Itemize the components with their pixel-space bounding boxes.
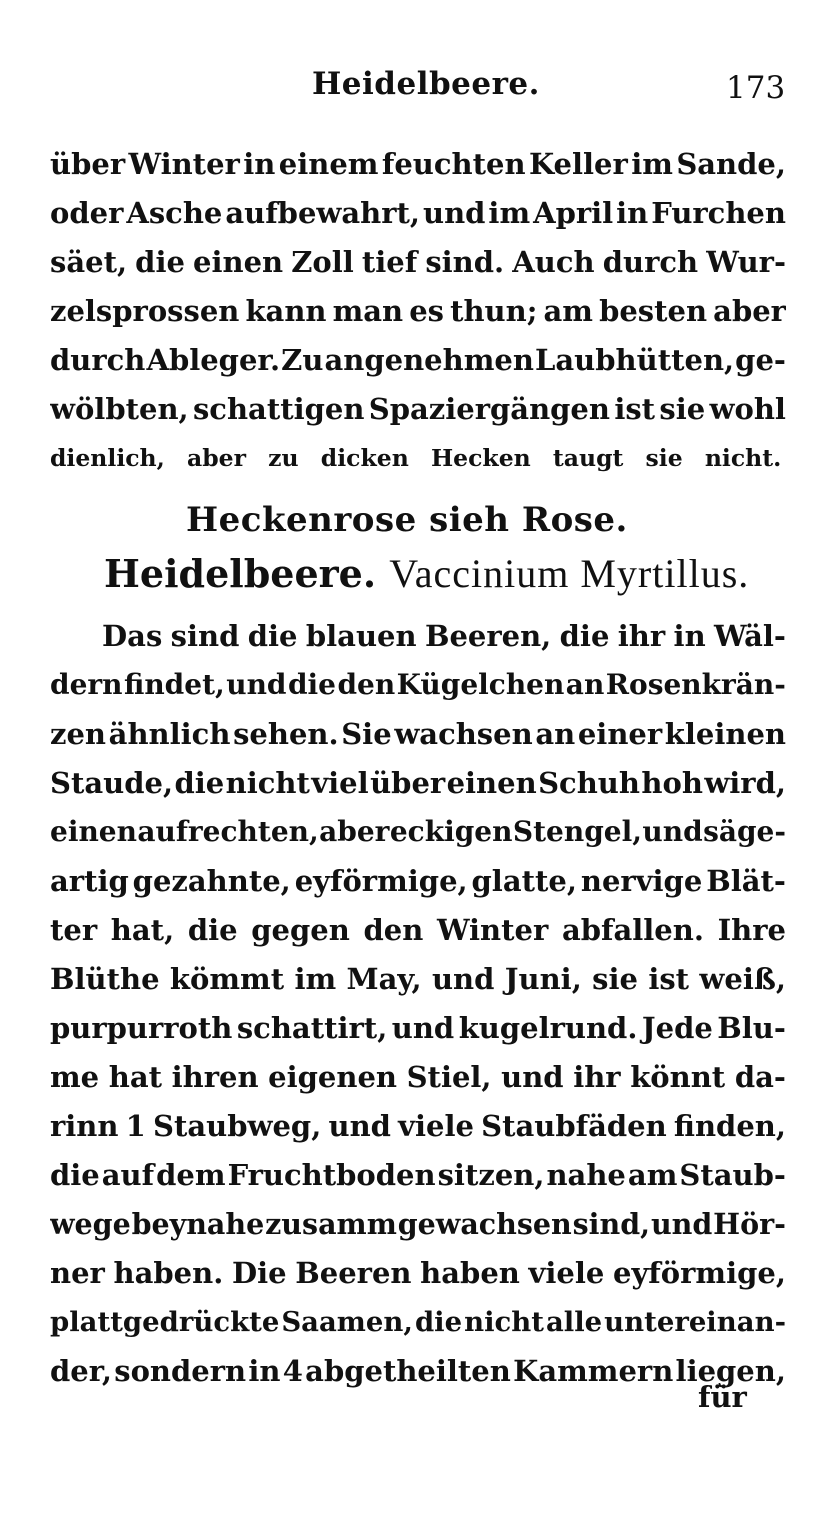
word: feuchten bbox=[381, 147, 526, 181]
word: Fruchtboden bbox=[227, 1158, 436, 1192]
word: Staubfäden bbox=[481, 1109, 667, 1143]
text-line bbox=[50, 808, 786, 856]
word: Hör- bbox=[713, 1207, 786, 1241]
word: beynahe bbox=[131, 1207, 265, 1241]
word: Wäl- bbox=[714, 619, 786, 653]
text-line bbox=[50, 140, 786, 188]
word: durch bbox=[50, 343, 146, 377]
word: ter bbox=[50, 913, 98, 947]
word: am bbox=[543, 294, 593, 328]
word: und bbox=[391, 1011, 455, 1045]
word: nahe bbox=[546, 1158, 626, 1192]
word: 4 bbox=[282, 1354, 303, 1388]
word: Staub- bbox=[679, 1158, 786, 1192]
word: Winter bbox=[436, 913, 549, 947]
word: ge- bbox=[735, 343, 786, 377]
word: in bbox=[248, 1354, 281, 1388]
text-line bbox=[50, 1004, 786, 1052]
text-line bbox=[50, 1249, 786, 1297]
word: einen bbox=[193, 245, 284, 279]
text-line bbox=[50, 759, 786, 807]
word: die bbox=[50, 1158, 100, 1192]
word: kömmt bbox=[169, 962, 285, 996]
word: Sande, bbox=[676, 147, 786, 181]
word: und bbox=[226, 668, 287, 701]
word: könnt bbox=[630, 1060, 726, 1094]
word: plattgedrückte bbox=[50, 1306, 280, 1338]
word: einen bbox=[446, 766, 537, 800]
word: gegen bbox=[251, 913, 350, 947]
word: und bbox=[642, 815, 703, 848]
word: kleinen bbox=[664, 717, 786, 751]
word: wohl bbox=[709, 392, 786, 426]
word: sitzen, bbox=[437, 1158, 545, 1192]
word: liegen, bbox=[675, 1354, 786, 1388]
word: aufrechten, bbox=[137, 815, 319, 848]
word: an bbox=[535, 717, 576, 751]
word: Zu bbox=[281, 343, 324, 377]
catchword: für bbox=[698, 1380, 747, 1414]
word: oder bbox=[50, 196, 124, 230]
word: Kügelchen bbox=[396, 668, 565, 701]
word: aufbewahrt, bbox=[225, 196, 421, 230]
word: weiß, bbox=[699, 962, 786, 996]
word: im bbox=[294, 962, 337, 996]
word: und bbox=[423, 196, 486, 230]
text-line bbox=[50, 955, 786, 1003]
text-line bbox=[50, 1053, 786, 1101]
word: zelsprossen bbox=[50, 294, 240, 328]
running-title: Heidelbeere. bbox=[312, 66, 540, 102]
word: viel bbox=[311, 766, 369, 800]
word: sondern bbox=[114, 1354, 247, 1388]
word: wege bbox=[50, 1207, 131, 1241]
word: viele bbox=[398, 1109, 474, 1143]
word: säet, bbox=[50, 245, 128, 279]
word: zen bbox=[50, 717, 107, 751]
word: den bbox=[363, 913, 424, 947]
word: ist bbox=[614, 392, 656, 426]
word: Wur- bbox=[706, 245, 786, 279]
word: May, bbox=[346, 962, 422, 996]
word: haben bbox=[420, 1256, 520, 1290]
text-line bbox=[50, 385, 786, 433]
word: Zoll bbox=[291, 245, 354, 279]
word: da- bbox=[734, 1060, 786, 1094]
page-header bbox=[0, 66, 830, 116]
word: viele bbox=[528, 1256, 605, 1290]
word: auf bbox=[101, 1158, 155, 1192]
text-line bbox=[50, 1298, 786, 1346]
word: Beeren bbox=[295, 1256, 412, 1290]
text-line bbox=[50, 906, 786, 954]
word: ist bbox=[648, 962, 690, 996]
word: aber bbox=[713, 294, 786, 328]
word: einem bbox=[278, 147, 379, 181]
word: Saamen, bbox=[281, 1306, 413, 1338]
word: tief bbox=[361, 245, 418, 279]
word: Die bbox=[231, 1256, 287, 1290]
word: sie bbox=[592, 962, 638, 996]
word: und bbox=[431, 962, 495, 996]
word: und bbox=[650, 1207, 713, 1241]
word: durch bbox=[602, 245, 699, 279]
word: die bbox=[287, 668, 336, 701]
word: Asche bbox=[126, 196, 223, 230]
word: haben. bbox=[113, 1256, 224, 1290]
word: in bbox=[616, 196, 649, 230]
word: sie bbox=[659, 392, 706, 426]
text-line bbox=[50, 661, 786, 709]
word: säge- bbox=[703, 815, 786, 848]
word: besten bbox=[599, 294, 708, 328]
word: Das bbox=[102, 619, 163, 653]
word: aber bbox=[319, 815, 390, 848]
text-line bbox=[50, 1102, 786, 1150]
word: sind, bbox=[572, 1207, 651, 1241]
word: Winter bbox=[128, 147, 240, 181]
word: es bbox=[409, 294, 444, 328]
word: Beeren, bbox=[424, 619, 552, 653]
word: einen bbox=[50, 815, 137, 848]
word: Ableger. bbox=[146, 343, 281, 377]
word: eyförmige, bbox=[294, 864, 468, 898]
word: am bbox=[627, 1158, 678, 1192]
word: Spaziergängen bbox=[368, 392, 610, 426]
text-line: dienlich, aber zu dicken Hecken taugt sie nicht. bbox=[50, 444, 782, 472]
word: dem bbox=[156, 1158, 226, 1192]
word: finden, bbox=[673, 1109, 786, 1143]
word: me bbox=[50, 1060, 100, 1094]
word: blauen bbox=[305, 619, 417, 653]
word: Schuh bbox=[538, 766, 640, 800]
word: Stengel, bbox=[512, 815, 642, 848]
word: nervige bbox=[580, 864, 703, 898]
word: Jede bbox=[641, 1011, 713, 1045]
word: abgetheilten bbox=[305, 1354, 511, 1388]
word: ner bbox=[50, 1256, 105, 1290]
word: artig bbox=[50, 864, 129, 898]
word: Juni, bbox=[504, 962, 582, 996]
text-line bbox=[50, 1151, 786, 1199]
text-line bbox=[50, 857, 786, 905]
word: wachsen bbox=[394, 717, 533, 751]
word: April bbox=[533, 196, 614, 230]
word: eckigen bbox=[389, 815, 513, 848]
text-line bbox=[50, 1347, 786, 1395]
word: einer bbox=[577, 717, 663, 751]
word: Furchen bbox=[651, 196, 786, 230]
word: angenehmen bbox=[324, 343, 534, 377]
word: Sie bbox=[341, 717, 392, 751]
entry-heading-latin: Vaccinium Myrtillus. bbox=[389, 551, 750, 596]
word: zusamm bbox=[265, 1207, 397, 1241]
word: und bbox=[328, 1109, 391, 1143]
word: Keller bbox=[528, 147, 628, 181]
word: alle bbox=[545, 1306, 603, 1338]
page-number: 173 bbox=[726, 70, 786, 106]
word: Blu- bbox=[717, 1011, 786, 1045]
word: über bbox=[50, 147, 126, 181]
word: kugelrund. bbox=[458, 1011, 638, 1045]
word: über bbox=[370, 766, 446, 800]
word: Blüthe bbox=[50, 962, 160, 996]
word: hoh bbox=[641, 766, 703, 800]
word: in bbox=[673, 619, 706, 653]
word: rinn bbox=[50, 1109, 119, 1143]
text-line bbox=[50, 287, 786, 335]
word: wölbten, bbox=[50, 392, 189, 426]
word: untereinan- bbox=[604, 1306, 786, 1338]
word: die bbox=[247, 619, 298, 653]
word: thun; bbox=[450, 294, 538, 328]
word: 1 bbox=[125, 1109, 146, 1143]
word: man bbox=[332, 294, 404, 328]
text-line bbox=[50, 1200, 786, 1248]
word: Rosenkrän- bbox=[605, 668, 786, 701]
entry-heading bbox=[104, 550, 749, 597]
word: hat, bbox=[110, 913, 175, 947]
word: ihr bbox=[617, 619, 666, 653]
word: purpurroth bbox=[50, 1011, 233, 1045]
text-line bbox=[50, 238, 786, 286]
word: Laubhütten, bbox=[534, 343, 735, 377]
word: im bbox=[488, 196, 531, 230]
text-line bbox=[102, 612, 786, 660]
text-line bbox=[50, 189, 786, 237]
word: gewachsen bbox=[397, 1207, 572, 1241]
word: dern bbox=[50, 668, 123, 701]
word: im bbox=[631, 147, 673, 181]
word: schattigen bbox=[192, 392, 365, 426]
entry-heading-german: Heidelbeere. bbox=[104, 551, 377, 596]
word: Blät- bbox=[706, 864, 786, 898]
word: Ihre bbox=[717, 913, 786, 947]
cross-reference-heading: Heckenrose sieh Rose. bbox=[186, 500, 628, 540]
word: die bbox=[187, 913, 238, 947]
word: Auch bbox=[512, 245, 595, 279]
word: ihren bbox=[171, 1060, 259, 1094]
word: eyförmige, bbox=[613, 1256, 786, 1290]
word: sind. bbox=[425, 245, 505, 279]
word: schattirt, bbox=[236, 1011, 388, 1045]
text-line bbox=[50, 336, 786, 384]
word: und bbox=[501, 1060, 564, 1094]
word: in bbox=[243, 147, 276, 181]
word: nicht bbox=[225, 766, 310, 800]
word: gezahnte, bbox=[132, 864, 291, 898]
word: nicht bbox=[464, 1306, 544, 1338]
word: wird, bbox=[704, 766, 786, 800]
text-line bbox=[50, 710, 786, 758]
word: sind bbox=[170, 619, 240, 653]
word: Staubweg, bbox=[153, 1109, 322, 1143]
word: findet, bbox=[123, 668, 225, 701]
word: an bbox=[565, 668, 605, 701]
word: Staude, bbox=[50, 766, 174, 800]
word: ähnlich bbox=[108, 717, 231, 751]
word: eigenen bbox=[268, 1060, 397, 1094]
word: Kammern bbox=[513, 1354, 674, 1388]
word: Stiel, bbox=[406, 1060, 492, 1094]
word: ihr bbox=[573, 1060, 621, 1094]
word: sehen. bbox=[233, 717, 339, 751]
word: kann bbox=[245, 294, 327, 328]
word: die bbox=[174, 766, 225, 800]
word: der, bbox=[50, 1354, 112, 1388]
word: die bbox=[414, 1306, 463, 1338]
word: hat bbox=[108, 1060, 163, 1094]
word: den bbox=[337, 668, 396, 701]
word: glatte, bbox=[471, 864, 577, 898]
word: die bbox=[135, 245, 185, 279]
word: die bbox=[559, 619, 610, 653]
word: abfallen. bbox=[561, 913, 704, 947]
